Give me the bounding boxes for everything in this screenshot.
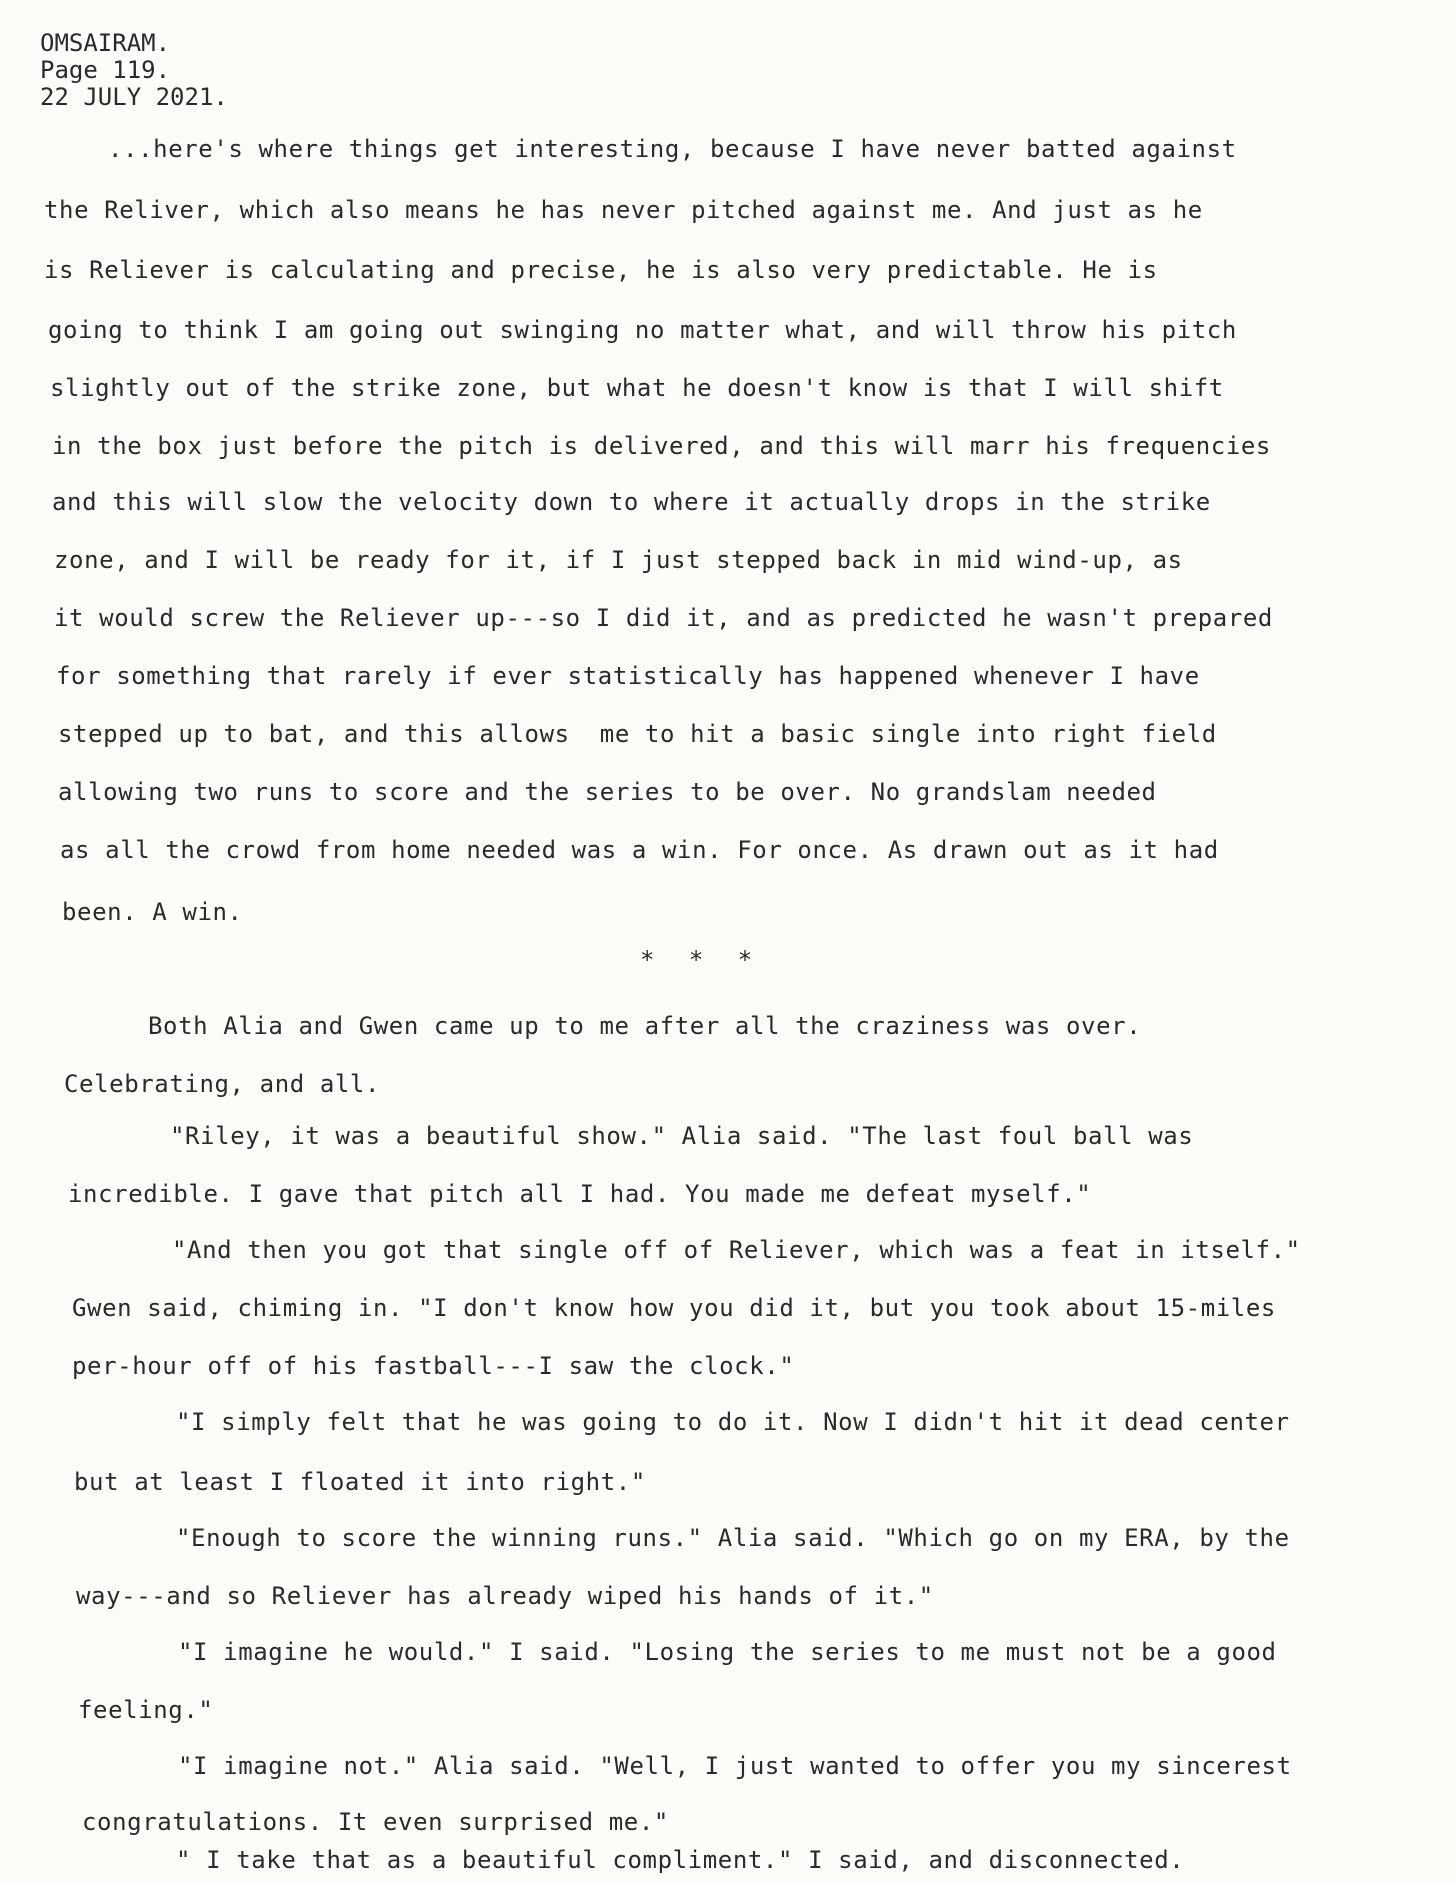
text-line: "I simply felt that he was going to do it. Now I didn't hit it dead center bbox=[176, 1408, 1290, 1436]
text-line: per-hour off of his fastball---I saw the clock." bbox=[72, 1352, 795, 1380]
text-line: Celebrating, and all. bbox=[64, 1070, 381, 1098]
text-line: but at least I floated it into right." bbox=[74, 1468, 646, 1496]
text-line: stepped up to bat, and this allows me to hit a basic single into right field bbox=[58, 720, 1217, 748]
text-line: it would screw the Reliever up---so I did it, and as predicted he wasn't prepared bbox=[54, 604, 1273, 632]
text-line: in the box just before the pitch is delivered, and this will marr his frequencies bbox=[52, 432, 1271, 460]
text-line: way---and so Reliever has already wiped his hands of it." bbox=[76, 1582, 934, 1610]
section-separator: * * * bbox=[640, 946, 763, 974]
header-title: OMSAIRAM. bbox=[40, 29, 171, 57]
text-line: for something that rarely if ever statistically has happened whenever I have bbox=[56, 662, 1200, 690]
text-line: the Reliver, which also means he has never pitched against me. And just as he bbox=[44, 196, 1203, 224]
text-line: as all the crowd from home needed was a win. For once. As drawn out as it had bbox=[60, 836, 1219, 864]
text-line: "I imagine not." Alia said. "Well, I just wanted to offer you my sincerest bbox=[178, 1752, 1292, 1780]
text-line: congratulations. It even surprised me." bbox=[82, 1808, 669, 1836]
text-line: " I take that as a beautiful compliment." I said, and disconnected. bbox=[176, 1846, 1185, 1874]
text-line: zone, and I will be ready for it, if I just stepped back in mid wind-up, as bbox=[54, 546, 1183, 574]
text-line: "And then you got that single off of Reliever, which was a feat in itself." bbox=[172, 1236, 1301, 1264]
header-date: 22 JULY 2021. bbox=[40, 83, 228, 111]
text-line: ...here's where things get interesting, because I have never batted against bbox=[108, 135, 1237, 163]
text-line: Both Alia and Gwen came up to me after all the craziness was over. bbox=[148, 1012, 1142, 1040]
text-line: been. A win. bbox=[62, 898, 243, 926]
text-line: allowing two runs to score and the series to be over. No grandslam needed bbox=[58, 778, 1157, 806]
text-line: going to think I am going out swinging no matter what, and will throw his pitch bbox=[48, 316, 1237, 344]
text-line: incredible. I gave that pitch all I had. You made me defeat myself." bbox=[68, 1180, 1092, 1208]
header-page-number: Page 119. bbox=[40, 56, 171, 84]
text-line: "Enough to score the winning runs." Alia said. "Which go on my ERA, by the bbox=[176, 1524, 1290, 1552]
text-line: slightly out of the strike zone, but what he doesn't know is that I will shift bbox=[50, 374, 1224, 402]
text-line: is Reliever is calculating and precise, he is also very predictable. He is bbox=[44, 256, 1158, 284]
text-line: and this will slow the velocity down to where it actually drops in the strike bbox=[52, 488, 1211, 516]
text-line: Gwen said, chiming in. "I don't know how you did it, but you took about 15-miles bbox=[72, 1294, 1276, 1322]
text-line: "I imagine he would." I said. "Losing the series to me must not be a good bbox=[178, 1638, 1277, 1666]
text-line: "Riley, it was a beautiful show." Alia said. "The last foul ball was bbox=[170, 1122, 1194, 1150]
text-line: feeling." bbox=[78, 1696, 214, 1724]
